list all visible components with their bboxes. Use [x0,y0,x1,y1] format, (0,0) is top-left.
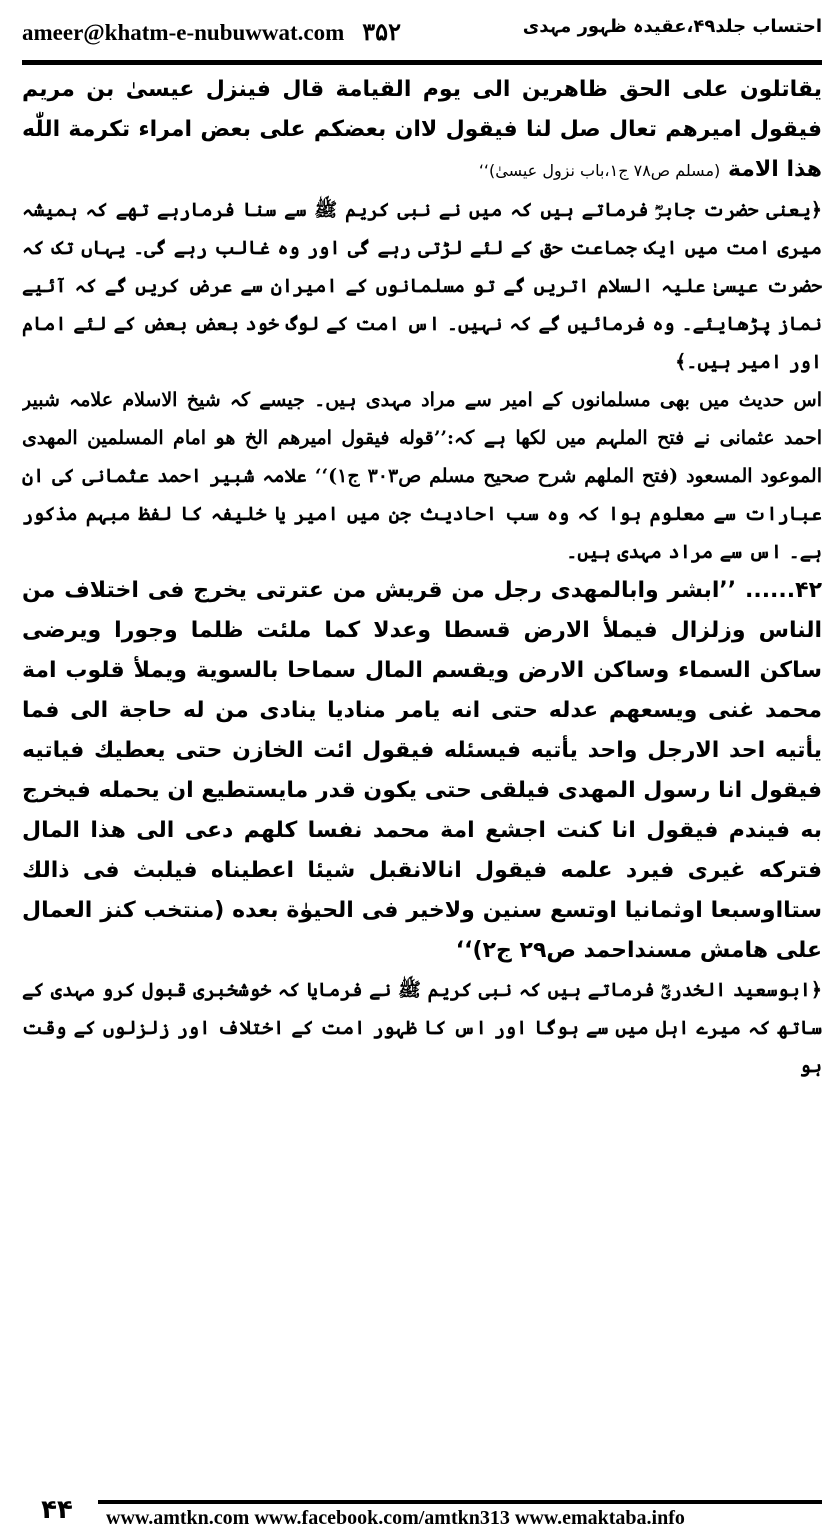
footer-links[interactable]: www.amtkn.com www.facebook.com/amtkn313 www.emaktaba.info [106,1507,685,1529]
hadith-reference: (مسلم ص۷۸ ج۱،باب نزول عیسیٰ)‘‘ [478,161,721,180]
urdu-translation-42-paragraph: ﴿ابوسعید الخدریؓ فرماتے ہیں کہ نبی کریم ﷺ نے فرمایا کہ خوشخبری قبول کرو مہدی کے ساتھ کہ میرے اہل میں سے ہوگا اور اس کا ظہور امت کے اختلاف اور زلزلوں کے وقت ہو [22,979,822,1077]
page-header [22,14,822,54]
arabic-hadith-paragraph [22,70,822,191]
header-page-number: ۳۵۲ [362,20,401,46]
header-title: احتساب جلد۴۹،عقیدہ ظہور مہدی [522,16,822,37]
urdu-translation-paragraph: ﴿یعنی حضرت جابرؓ فرماتے ہیں کہ میں نے نبی کریم ﷺ سے سنا فرمارہے تھے کہ ہمیشہ میری امت میں ایک جماعت حق کے لئے لڑتی رہے گی اور وہ غالب رہے گی۔ یہاں تک کہ حضرت عیسیٰ علیہ السلام اتریں گے تو مسلمانوں کے امیران سے عرض کریں گے کہ آئیے نماز پڑھایئے۔ وہ فرمائیں گے کہ نہیں۔ اس امت کے لوگ خود بعض بعض کے لئے امام اور امیر ہیں۔﴾ [22,199,822,373]
footer-page-number: ۴۴ [41,1495,73,1525]
urdu-commentary-paragraph: اس حدیث میں بھی مسلمانوں کے امیر سے مراد مہدی ہیں۔ جیسے کہ شیخ الاسلام علامہ شبیر احمد عثمانی نے فتح الملہم میں لکھا ہے کہ:’’قوله فیقول امیرهم الخ هو امام المسلمین المهدی الموعود المسعود (فتح الملهم شرح صحیح مسلم ص۳۰۳ ج۱)‘‘ علامہ شبیر احمد عثمانی کی ان عبارات سے معلوم ہوا کہ وہ سب احادیث جن میں امیر یا خلیفہ کا لفظ مبہم مذکور ہے۔ اس سے مراد مہدی ہیں۔ [22,389,822,563]
header-email: ameer@khatm-e-nubuwwat.com [22,20,345,45]
page-footer [22,1492,822,1532]
hadith-42-text: ’’ابشر وابالمهدی رجل من قریش من عترتی یخرج فی اختلاف من الناس وزلزال فیملأ الارض قسطا وعدلا کما ملئت ظلما وجورا ویرضی ساکن السماء وساکن الارض ویقسم المال سماحا بالسویة ویملأ قلوب امة محمد غنی ویسعهم عدله حتی انه یامر منادیا ینادی من له حاجة الی فما یأتیه احد الارجل واحد یأتیه فیسئله فیقول ائت الخازن حتی یعطیك فیاتیه فیقول انا رسول المهدی فیلقی حتی یکون قدر مایستطیع ان یحمله فیخرج به فیندم فیقول انا کنت اجشع امة محمد نفسا کلهم دعی الی هذا المال فترکه غیری فیرد علمه فیقول انالانقبل شیئا اعطیناه فیلبث فی ذالك ستااوسبعا اوثمانیا اوتسع سنین ولاخیر فی الحیوٰة بعده (منتخب کنز العمال علی هامش مسنداحمد ص۲۹ ج۲)‘‘ [22,578,822,963]
header-rule [22,60,822,65]
page-body [22,70,822,1475]
hadith-text: یقاتلون علی الحق ظاهرین الی یوم القیامة قال فینزل عیسیٰ بن مریم فیقول امیرهم تعال صل لنا فیقول لاان بعضکم علی بعض امراء تکرمة اللّٰه هذا الامة [22,77,822,182]
footer-rule [98,1500,822,1504]
arabic-hadith-42-paragraph [22,571,822,971]
hadith-number: ۴۲...... [744,578,822,603]
header-left [22,18,401,47]
